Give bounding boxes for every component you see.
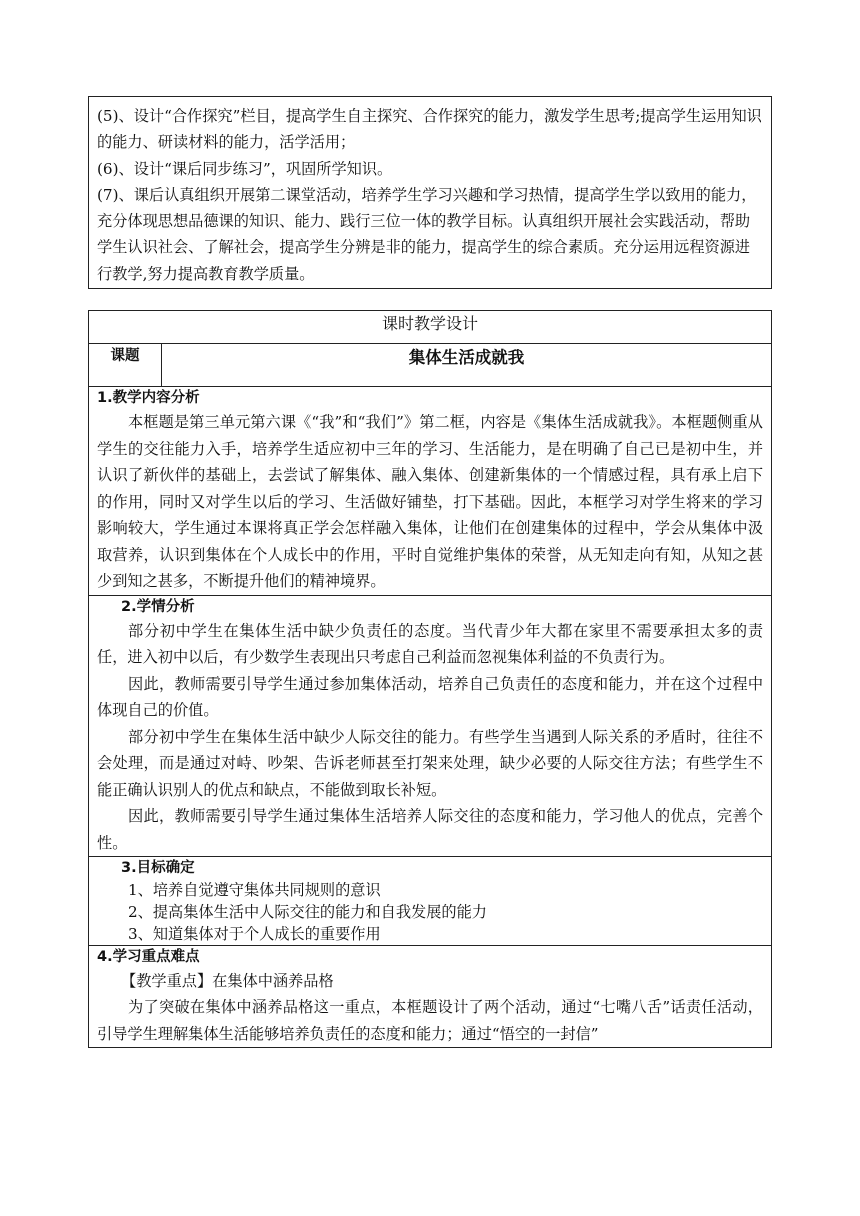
topic-value: 集体生活成就我 (162, 344, 772, 387)
topic-label: 课题 (89, 344, 162, 387)
key-points-heading: 4.学习重点难点 (97, 949, 200, 965)
content-analysis-row (89, 387, 772, 596)
content-analysis-heading: 1.教学内容分析 (97, 390, 200, 406)
table-title-row (89, 311, 772, 344)
objectives-row (89, 857, 772, 946)
lesson-design-table (88, 310, 772, 1048)
content-analysis-cell (89, 387, 772, 596)
topic-row (89, 344, 772, 387)
objective-item: 2、提高集体生活中人际交往的能力和自我发展的能力 (128, 903, 487, 921)
objective-item: 1、培养自觉遵守集体共同规则的意识 (128, 881, 381, 899)
learner-paragraph: 因此，教师需要引导学生通过集体生活培养人际交往的态度和能力，学习他人的优点，完善个性。 (97, 807, 763, 852)
learner-analysis-heading: 2.学情分析 (121, 598, 195, 615)
measure-item-6: (6)、设计“课后同步练习”，巩固所学知识。 (97, 159, 393, 178)
learner-paragraph: 部分初中学生在集体生活中缺少人际交往的能力。有些学生当遇到人际关系的矛盾时，往往不会处理，而是通过对峙、吵架、告诉老师甚至打架来处理，缺少必要的人际交往方法；有些学生不能正确认识别人的优点和缺点，不能做到取长补短。 (97, 727, 763, 799)
measure-item-5: (5)、设计“合作探究”栏目，提高学生自主探究、合作探究的能力，激发学生思考;提高学生运用知识的能力、研读材料的能力，活学活用； (97, 107, 762, 152)
objectives-cell (89, 857, 772, 946)
objectives-heading: 3.目标确定 (121, 860, 195, 876)
learner-paragraph: 部分初中学生在集体生活中缺少负责任的态度。当代青少年大都在家里不需要承担太多的责任，进入初中以后，有少数学生表现出只考虑自己利益而忽视集体利益的不负责行为。 (97, 621, 763, 666)
key-points-cell (89, 946, 772, 1048)
content-analysis-text: 本框题是第三单元第六课《“我”和“我们”》第二框，内容是《集体生活成就我》。本框题侧重从学生的交往能力入手，培养学生适应初中三年的学习、生活能力，是在明确了自己已是初中生，并认识了新伙伴的基础上，去尝试了解集体、融入集体、创建新集体的一个情感过程，具有承上启下的作用，同时又对学生以后的学习、生活做好铺垫，打下基础。因此，本框学习对学生将来的学习影响较大，学生通过本课将真正学会怎样融入集体，让他们在创建集体的过程中，学会从集体中汲取营养，认识到集体在个人成长中的作用，平时自觉维护集体的荣誉，从无知走向有知，从知之甚少到知之甚多，不断提升他们的精神境界。 (97, 413, 763, 590)
learner-analysis-cell (89, 595, 772, 857)
table-title: 课时教学设计 (89, 311, 772, 344)
learner-paragraph: 因此，教师需要引导学生通过参加集体活动，培养自己负责任的态度和能力，并在这个过程中体现自己的价值。 (97, 674, 763, 719)
key-points-text: 为了突破在集体中涵养品格这一重点，本框题设计了两个活动，通过“七嘴八舌”话责任活动，引导学生理解集体生活能够培养负责任的态度和能力；通过“悟空的一封信” (97, 998, 763, 1043)
previous-section-box (88, 96, 772, 289)
measure-item-7: (7)、课后认真组织开展第二课堂活动，培养学生学习兴趣和学习热情，提高学生学以致用的能力，充分体现思想品德课的知识、能力、践行三位一体的教学目标。认真组织开展社会实践活动，帮助学生认识社会、了解社会，提高学生分辨是非的能力，提高学生的综合素质。充分运用远程资源进行教学,努力提高教育教学质量。 (97, 185, 757, 283)
teaching-focus-line: 【教学重点】在集体中涵养品格 (121, 972, 334, 990)
objective-item: 3、知道集体对于个人成长的重要作用 (128, 925, 381, 943)
key-points-row (89, 946, 772, 1048)
learner-analysis-row (89, 595, 772, 857)
